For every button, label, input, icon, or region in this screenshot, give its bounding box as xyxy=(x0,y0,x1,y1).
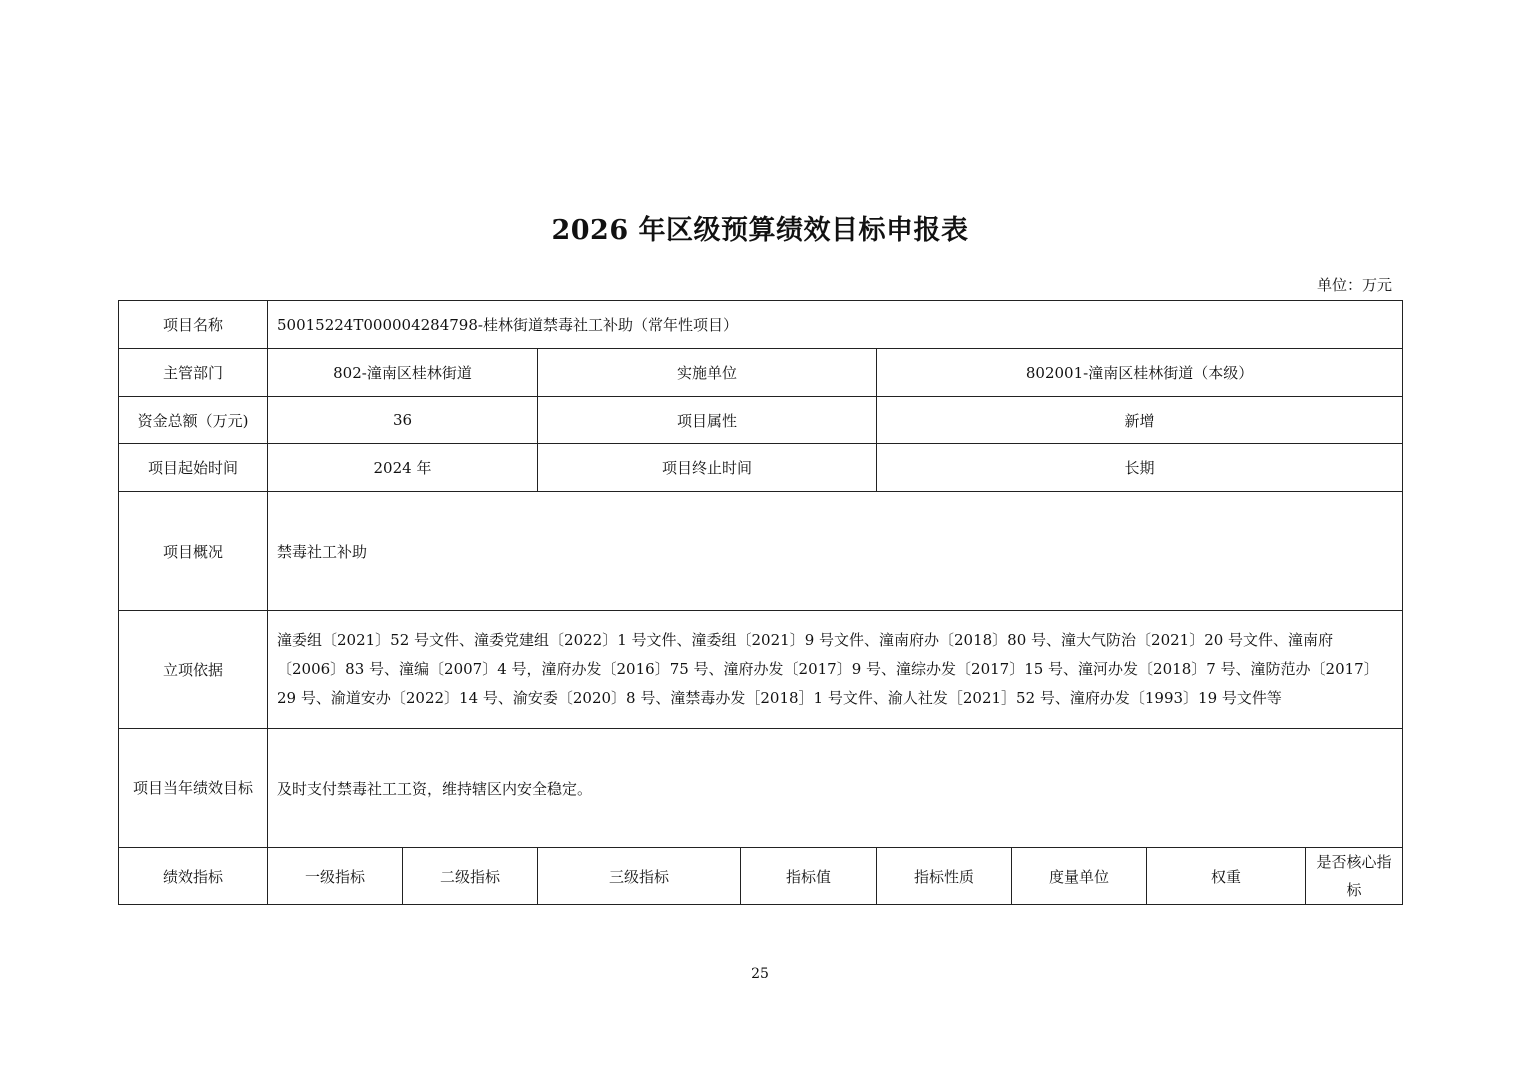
row-basis xyxy=(119,611,1403,729)
end-time-label: 项目终止时间 xyxy=(538,444,877,492)
basis-value: 潼委组〔2021〕52 号文件、潼委党建组〔2022〕1 号文件、潼委组〔2021〕9 号文件、潼南府办〔2018〕80 号、潼大气防治〔2021〕20 号文件、潼南府〔2006〕83 号、潼编〔2007〕4 号，潼府办发〔2016〕75 号、潼府办发〔2017〕9 号、潼综办发〔2017〕15 号、潼河办发〔2018〕7 号、潼防范办〔2017〕29 号、渝道安办〔2022〕14 号、渝安委〔2020〕8 号、潼禁毒办发［2018］1 号文件、渝人社发［2021］52 号、潼府办发〔1993〕19 号文件等 xyxy=(268,611,1403,729)
document-title: 2026 年区级预算绩效目标申报表 xyxy=(551,215,969,246)
implementing-unit-value: 802001-潼南区桂林街道（本级） xyxy=(877,349,1403,397)
annual-goal-value: 及时支付禁毒社工工资，维持辖区内安全稳定。 xyxy=(268,729,1403,848)
funds-value: 36 xyxy=(268,397,538,444)
col-level3: 三级指标 xyxy=(538,848,741,905)
dept-value: 802-潼南区桂林街道 xyxy=(268,349,538,397)
col-target-value: 指标值 xyxy=(741,848,877,905)
row-annual-goal xyxy=(119,729,1403,848)
annual-goal-label: 项目当年绩效目标 xyxy=(119,729,268,848)
col-level2: 二级指标 xyxy=(403,848,538,905)
row-project-name xyxy=(119,301,1403,349)
start-time-label: 项目起始时间 xyxy=(119,444,268,492)
project-attribute-label: 项目属性 xyxy=(538,397,877,444)
row-indicator-header xyxy=(119,848,1403,905)
col-measure-unit: 度量单位 xyxy=(1012,848,1147,905)
overview-value: 禁毒社工补助 xyxy=(268,492,1403,611)
col-weight: 权重 xyxy=(1147,848,1306,905)
overview-label: 项目概况 xyxy=(119,492,268,611)
unit-note: 单位：万元 xyxy=(1316,276,1392,294)
indicator-label: 绩效指标 xyxy=(119,848,268,905)
end-time-value: 长期 xyxy=(877,444,1403,492)
row-overview xyxy=(119,492,1403,611)
basis-label: 立项依据 xyxy=(119,611,268,729)
col-core-indicator: 是否核心指标 xyxy=(1306,848,1403,905)
project-attribute-value: 新增 xyxy=(877,397,1403,444)
performance-target-form xyxy=(118,300,1403,905)
page-number: 25 xyxy=(751,966,769,982)
project-name-label: 项目名称 xyxy=(119,301,268,349)
col-nature: 指标性质 xyxy=(877,848,1012,905)
start-time-value: 2024 年 xyxy=(268,444,538,492)
implementing-unit-label: 实施单位 xyxy=(538,349,877,397)
row-department xyxy=(119,349,1403,397)
project-name-value: 50015224T000004284798-桂林街道禁毒社工补助（常年性项目） xyxy=(268,301,1403,349)
row-time xyxy=(119,444,1403,492)
row-funds xyxy=(119,397,1403,444)
funds-label: 资金总额（万元) xyxy=(119,397,268,444)
col-level1: 一级指标 xyxy=(268,848,403,905)
dept-label: 主管部门 xyxy=(119,349,268,397)
